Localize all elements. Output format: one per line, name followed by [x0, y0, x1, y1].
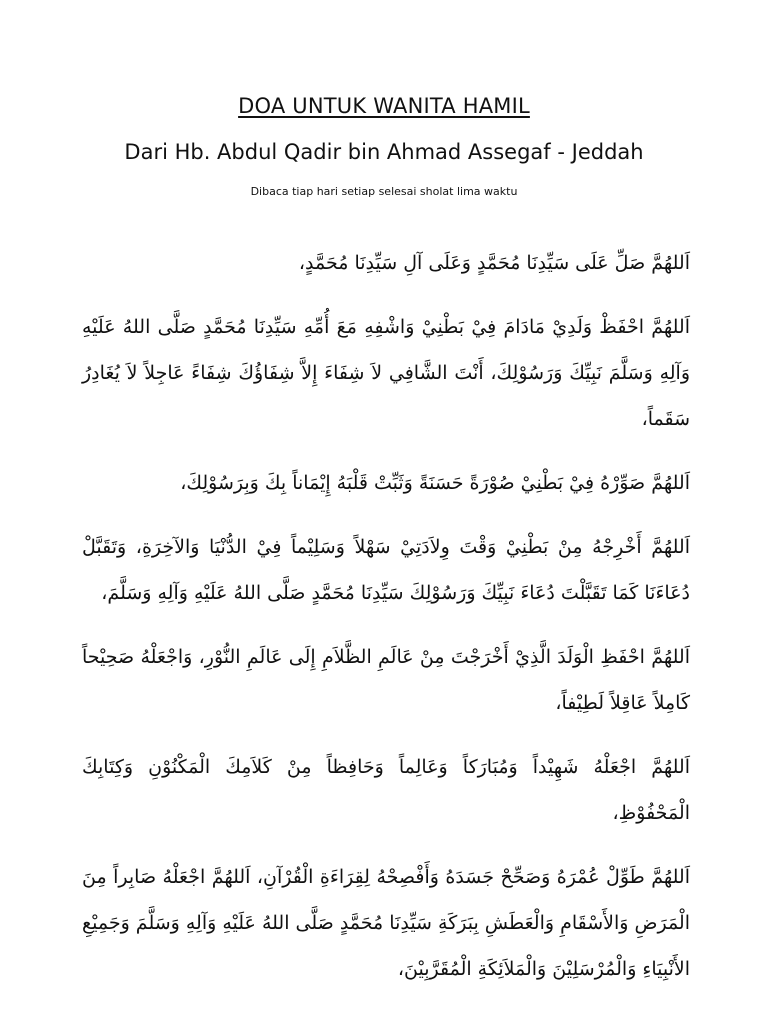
- page-title: DOA UNTUK WANITA HAMIL: [238, 94, 530, 118]
- prayer-paragraph-1: اَللهُمَّ صَلِّ عَلَى سَيِّدِنَا مُحَمَّدٍ وَعَلَى آلِ سَيِّدِنَا مُحَمَّدٍ،: [298, 252, 690, 274]
- prayer-paragraph-4: اَللهُمَّ أَخْرِجْهُ مِنْ بَطْنِيْ وَقْتَ وِلاَدَتِيْ سَهْلاً وَسَلِيْماً فِيْ الدُّنْيَا وَالآخِرَةِ، وَتَقَبَّلْ دُعَاءَنَا كَمَا تَقَبَّلْتَ دُعَاءَ نَبِيِّكَ وَرَسُوْلِكَ سَيِّدِنَا مُحَمَّدٍ صَلَّى اللهُ عَلَيْهِ وَآلِهِ وَسَلَّمَ،: [82, 536, 690, 604]
- prayer-paragraph-5: اَللهُمَّ احْفَظِ الْوَلَدَ الَّذِيْ أَخْرَجْتَ مِنْ عَالَمِ الظَّلاَمِ إِلَى عَالَمِ النُّوْرِ، وَاجْعَلْهُ صَحِيْحاً كَامِلاً عَاقِلاً لَطِيْفاً،: [82, 646, 690, 714]
- prayer-body: [82, 240, 690, 1010]
- page-subtitle: Dari Hb. Abdul Qadir bin Ahmad Assegaf - Jeddah: [124, 140, 644, 164]
- prayer-paragraph-2: اَللهُمَّ احْفَظْ وَلَدِيْ مَادَامَ فِيْ بَطْنِيْ وَاشْفِهِ مَعَ أُمِّهِ سَيِّدِنَا مُحَمَّدٍ صَلَّى اللهُ عَلَيْهِ وَآلِهِ وَسَلَّمَ نَبِيِّكَ وَرَسُوْلِكَ، أَنْتَ الشَّافِي لاَ شِفَاءَ إِلاَّ شِفَاؤُكَ شِفَاءً عَاجِلاً لاَ يُغَادِرُ سَقَماً،: [82, 316, 690, 430]
- prayer-paragraph-6: اَللهُمَّ اجْعَلْهُ شَهِيْداً وَمُبَارَكاً وَعَالِماً وَحَافِظاً مِنْ كَلاَمِكَ الْمَكْنُوْنِ وَكِتَابِكَ الْمَحْفُوْظِ،: [82, 756, 690, 824]
- prayer-paragraph-3: اَللهُمَّ صَوِّرْهُ فِيْ بَطْنِيْ صُوْرَةً حَسَنَةً وَثَبِّتْ قَلْبَهُ إِيْمَاناً بِكَ وَبِرَسُوْلِكَ،: [180, 472, 690, 494]
- prayer-paragraph-7: اَللهُمَّ طَوِّلْ عُمْرَهُ وَصَحِّحْ جَسَدَهُ وَأَفْصِحْهُ لِقِرَاءَةِ الْقُرْآنِ، اَللهُمَّ اجْعَلْهُ صَابِراً مِنَ الْمَرَضِ وَالأَسْقَامِ وَالْعَطَشِ بِبَرَكَةِ سَيِّدِنَا مُحَمَّدٍ صَلَّى اللهُ عَلَيْهِ وَآلِهِ وَسَلَّمَ وَجَمِيْعِ الأَنْبِيَاءِ وَالْمُرْسَلِيْنَ وَالْمَلاَئِكَةِ الْمُقَرَّبِيْنَ،: [82, 866, 690, 980]
- reading-note: Dibaca tiap hari setiap selesai sholat lima waktu: [250, 185, 518, 198]
